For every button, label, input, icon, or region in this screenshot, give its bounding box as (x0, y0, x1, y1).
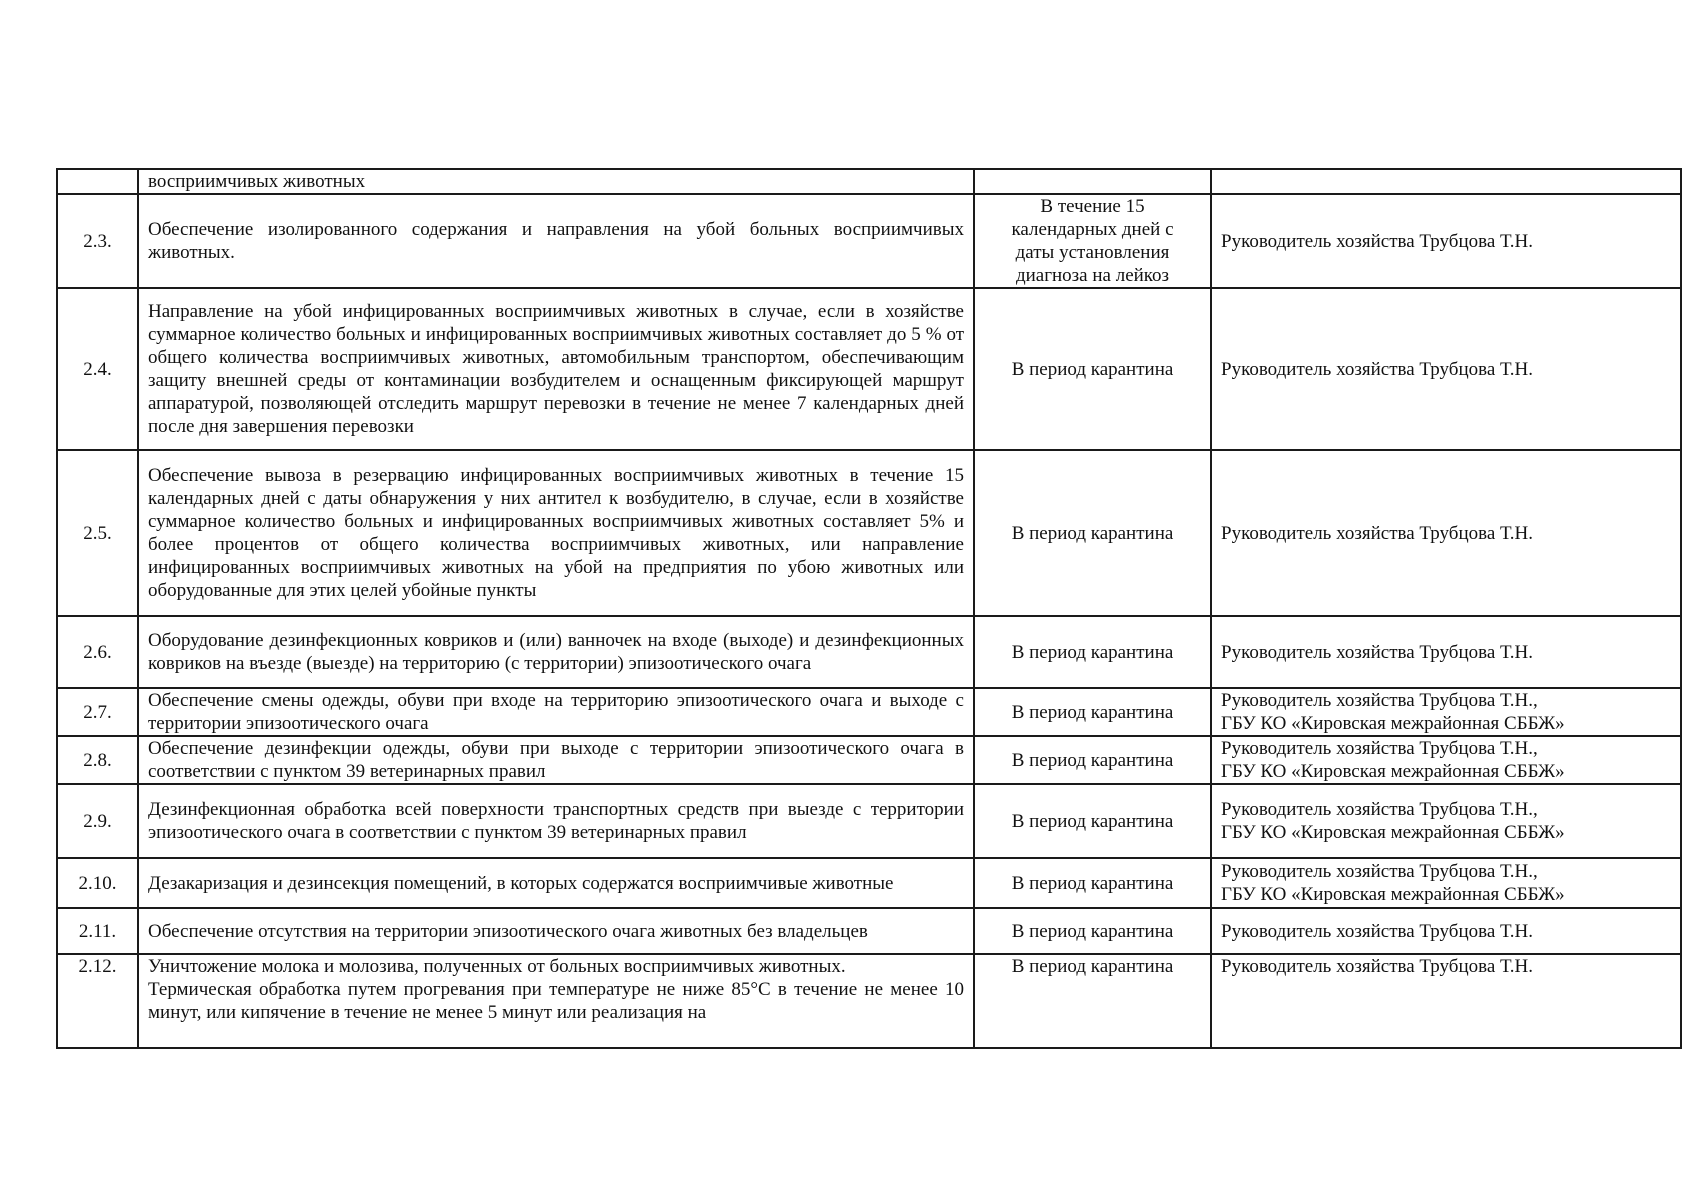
desc-text-line: Термическая обработка путем прогревания при температуре не ниже 85°С в течение не менее 10 минут, или кипячение в течение не менее 5 минут или реализация на (148, 979, 964, 1023)
row-number-cell: 2.12. (57, 954, 138, 1048)
resp-text-line: ГБУ КО «Кировская межрайонная СББЖ» (1221, 822, 1565, 843)
measure-term-cell (974, 688, 1211, 736)
measure-term-cell (974, 194, 1211, 288)
resp-text-line: Руководитель хозяйства Трубцова Т.Н. (1221, 641, 1533, 663)
desc-text-line: Обеспечение вывоза в резервацию инфицированных восприимчивых животных в течение 15 календарных дней с даты обнаружения у них антител к возбудителю, в случае, если в хозяйстве суммарное количество больных и инфицированных восприимчивых животных составляет 5% и более процентов от общего количества восприимчивых животных, или направление инфицированных восприимчивых животных на убой на предприятия по убою животных или оборудованные для этих целей убойные пункты (148, 465, 964, 601)
term-text-line: календарных дней с (1011, 219, 1174, 240)
resp-text-line: ГБУ КО «Кировская межрайонная СББЖ» (1221, 761, 1565, 782)
desc-text-line: восприимчивых животных (148, 171, 366, 192)
resp-text-line: Руководитель хозяйства Трубцова Т.Н. (1221, 358, 1533, 380)
table-row (57, 288, 1681, 450)
measure-description-cell (138, 616, 974, 688)
measure-term-cell (974, 908, 1211, 954)
measure-description-cell (138, 450, 974, 616)
measure-description-cell (138, 688, 974, 736)
measures-table-body (57, 169, 1681, 1048)
measure-responsible-cell (1211, 908, 1681, 954)
table-row (57, 688, 1681, 736)
resp-text-line: ГБУ КО «Кировская межрайонная СББЖ» (1221, 884, 1565, 905)
measure-description-cell (138, 908, 974, 954)
table-row (57, 858, 1681, 908)
term-text-line: В период карантина (1011, 956, 1174, 977)
measure-responsible-cell (1211, 616, 1681, 688)
measure-description-cell (138, 858, 974, 908)
row-number-cell: 2.6. (57, 616, 138, 688)
desc-text-line: Дезинфекционная обработка всей поверхности транспортных средств при выезде с территории эпизоотического очага в соответствии с пунктом 39 ветеринарных правил (148, 799, 964, 843)
table-row (57, 736, 1681, 784)
resp-text-line: Руководитель хозяйства Трубцова Т.Н., (1221, 861, 1538, 882)
term-text-line: В период карантина (1011, 522, 1174, 544)
term-text-line: В период карантина (1011, 872, 1174, 894)
desc-text-line: Обеспечение дезинфекции одежды, обуви при выходе с территории эпизоотического очага в соответствии с пунктом 39 ветеринарных правил (148, 738, 964, 782)
resp-text-line: Руководитель хозяйства Трубцова Т.Н. (1221, 522, 1533, 544)
measure-responsible-cell (1211, 688, 1681, 736)
term-text-line: В течение 15 (1040, 196, 1145, 217)
table-row (57, 616, 1681, 688)
measure-responsible-cell (1211, 169, 1681, 194)
measure-description-cell (138, 194, 974, 288)
measure-term-cell (974, 954, 1211, 1048)
row-number-cell: 2.9. (57, 784, 138, 858)
measure-responsible-cell (1211, 450, 1681, 616)
term-text-line: В период карантина (1011, 701, 1174, 723)
measure-responsible-cell (1211, 736, 1681, 784)
measures-table (56, 168, 1682, 1049)
desc-text-line: Обеспечение изолированного содержания и направления на убой больных восприимчивых животных. (148, 219, 964, 263)
measure-term-cell (974, 858, 1211, 908)
term-text-line: В период карантина (1011, 810, 1174, 832)
resp-text-line: Руководитель хозяйства Трубцова Т.Н., (1221, 690, 1538, 711)
term-text-line: В период карантина (1011, 358, 1174, 380)
desc-text-line: Обеспечение отсутствия на территории эпизоотического очага животных без владельцев (148, 920, 868, 942)
desc-text-line: Направление на убой инфицированных восприимчивых животных в случае, если в хозяйстве суммарное количество больных и инфицированных восприимчивых животных составляет до 5 % от общего количества восприимчивых животных, автомобильным транспортом, обеспечивающим защиту внешней среды от контаминации возбудителем и оснащенным фиксирующей маршрут аппаратурой, позволяющей отследить маршрут перевозки в течение не менее 7 календарных дней после дня завершения перевозки (148, 301, 964, 437)
measure-description-cell (138, 784, 974, 858)
resp-text-line: ГБУ КО «Кировская межрайонная СББЖ» (1221, 713, 1565, 734)
measure-description-cell (138, 169, 974, 194)
measure-term-cell (974, 616, 1211, 688)
term-text-line: В период карантина (1011, 641, 1174, 663)
measure-description-cell (138, 288, 974, 450)
table-row (57, 908, 1681, 954)
desc-text-line: Уничтожение молока и молозива, полученных от больных восприимчивых животных. (148, 956, 846, 977)
resp-text-line: Руководитель хозяйства Трубцова Т.Н., (1221, 738, 1538, 759)
table-row (57, 450, 1681, 616)
measure-term-cell (974, 169, 1211, 194)
term-text-line: В период карантина (1011, 749, 1174, 771)
measure-description-cell (138, 954, 974, 1048)
row-number-cell: 2.3. (57, 194, 138, 288)
row-number-cell: 2.4. (57, 288, 138, 450)
term-text-line: диагноза на лейкоз (1015, 265, 1170, 286)
measure-responsible-cell (1211, 784, 1681, 858)
term-text-line: В период карантина (1011, 920, 1174, 942)
measure-term-cell (974, 784, 1211, 858)
term-text-line: даты установления (1015, 242, 1170, 263)
resp-text-line: Руководитель хозяйства Трубцова Т.Н., (1221, 799, 1538, 820)
row-number-cell: 2.11. (57, 908, 138, 954)
table-row (57, 784, 1681, 858)
row-number-cell (57, 169, 138, 194)
row-number-cell: 2.8. (57, 736, 138, 784)
measure-term-cell (974, 736, 1211, 784)
table-row (57, 194, 1681, 288)
measure-term-cell (974, 450, 1211, 616)
measure-description-cell (138, 736, 974, 784)
measure-responsible-cell (1211, 194, 1681, 288)
row-number-cell: 2.5. (57, 450, 138, 616)
desc-text-line: Дезакаризация и дезинсекция помещений, в которых содержатся восприимчивые животные (148, 872, 894, 894)
measure-responsible-cell (1211, 288, 1681, 450)
resp-text-line: Руководитель хозяйства Трубцова Т.Н. (1221, 230, 1533, 252)
table-row (57, 954, 1681, 1048)
table-row (57, 169, 1681, 194)
desc-text-line: Оборудование дезинфекционных ковриков и (или) ванночек на входе (выходе) и дезинфекционных ковриков на въезде (выезде) на территорию (с территории) эпизоотического очага (148, 630, 964, 674)
measure-responsible-cell (1211, 858, 1681, 908)
resp-text-line: Руководитель хозяйства Трубцова Т.Н. (1221, 956, 1533, 977)
measure-responsible-cell (1211, 954, 1681, 1048)
desc-text-line: Обеспечение смены одежды, обуви при входе на территорию эпизоотического очага и выходе с территории эпизоотического очага (148, 690, 964, 734)
resp-text-line: Руководитель хозяйства Трубцова Т.Н. (1221, 920, 1533, 942)
measure-term-cell (974, 288, 1211, 450)
row-number-cell: 2.10. (57, 858, 138, 908)
row-number-cell: 2.7. (57, 688, 138, 736)
